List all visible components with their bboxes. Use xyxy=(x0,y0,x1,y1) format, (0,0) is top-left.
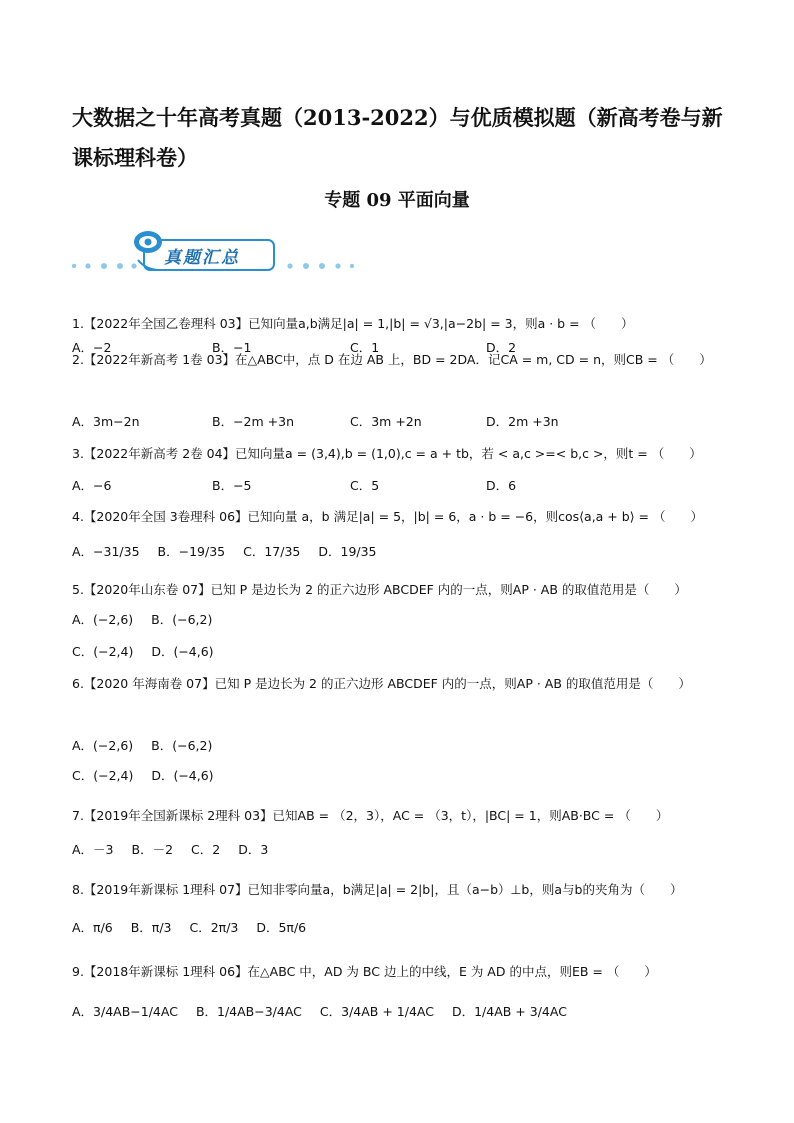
question-3-stem: 3.【2022年新高考 2卷 04】已知向量a = (3,4),b = (1,0),c = a + tb，若 < a,c >=< b,c >，则t = （ ） xyxy=(72,446,702,461)
option-c: C．(−2,4) xyxy=(72,768,134,783)
question-3-options xyxy=(72,476,742,496)
option-d: D．(−4,6) xyxy=(151,644,214,659)
option-a: A．−6 xyxy=(72,478,112,493)
option-c: C．3/4AB + 1/4AC xyxy=(319,1004,434,1019)
option-c: C．(−2,4) xyxy=(72,644,134,659)
option-b: B．−5 xyxy=(212,478,252,493)
option-d: D．6 xyxy=(486,478,517,493)
option-d: D．(−4,6) xyxy=(151,768,214,783)
option-d: D．19/35 xyxy=(318,544,377,559)
document-title: 大数据之十年高考真题（2013-2022）与优质模拟题（新高考卷与新课标理科卷） xyxy=(72,105,723,170)
option-b: B．1/4AB−3/4AC xyxy=(195,1004,302,1019)
option-a: A．−2 xyxy=(72,340,112,355)
option-a: A．(−2,6) xyxy=(72,738,134,753)
question-5-options-row2 xyxy=(72,642,742,662)
option-b: B．π/3 xyxy=(130,920,172,935)
question-6-options-row1 xyxy=(72,736,742,756)
question-9-stem: 9.【2018年新课标 1理科 06】在△ABC 中，AD 为 BC 边上的中线，E 为 AD 的中点，则EB = （ ） xyxy=(72,964,657,979)
option-c: C．17/35 xyxy=(243,544,301,559)
option-d: D．3 xyxy=(238,842,269,857)
question-4-stem: 4.【2020年全国 3卷理科 06】已知向量 a，b 满足|a| = 5，|b| = 6，a · b = −6，则cos⟨a,a + b⟩ = （ ） xyxy=(72,509,703,524)
topic-subtitle: 专题 09 平面向量 xyxy=(324,190,470,211)
option-b: B．(−6,2) xyxy=(151,738,213,753)
option-c: C．5 xyxy=(350,478,380,493)
option-a: A．－3 xyxy=(72,842,114,857)
section-banner xyxy=(68,226,358,272)
option-b: B．−2m +3n xyxy=(212,414,295,429)
option-d: D．5π/6 xyxy=(256,920,307,935)
banner-label: 真题汇总 xyxy=(164,248,240,268)
option-a: A．(−2,6) xyxy=(72,612,134,627)
question-8-options xyxy=(72,918,742,938)
option-c: C．2π/3 xyxy=(189,920,239,935)
option-a: A．3m−2n xyxy=(72,414,140,429)
option-c: C．3m +2n xyxy=(350,414,422,429)
option-b: B．−19/35 xyxy=(157,544,226,559)
option-b: B．－2 xyxy=(131,842,174,857)
option-a: A．−31/35 xyxy=(72,544,140,559)
question-6-options-row2 xyxy=(72,766,742,786)
option-c: C．1 xyxy=(350,340,380,355)
option-d: D．2 xyxy=(486,340,517,355)
option-b: B．−1 xyxy=(212,340,252,355)
question-1-stem: 1.【2022年全国乙卷理科 03】已知向量a,b满足|a| = 1,|b| = √3,|a−2b| = 3，则a · b = （ ） xyxy=(72,316,634,331)
option-a: A．3/4AB−1/4AC xyxy=(72,1004,178,1019)
option-d: D．2m +3n xyxy=(486,414,559,429)
question-2-stem: 2.【2022年新高考 1卷 03】在△ABC中，点 D 在边 AB 上，BD = 2DA．记CA = m, CD = n，则CB = （ ） xyxy=(72,352,712,367)
question-5-stem: 5.【2020年山东卷 07】已知 P 是边长为 2 的正六边形 ABCDEF 内的一点，则AP · AB 的取值范用是（ ） xyxy=(72,582,687,597)
question-9-options xyxy=(72,1002,742,1022)
question-2-options xyxy=(72,412,742,432)
option-a: A．π/6 xyxy=(72,920,113,935)
option-d: D．1/4AB + 3/4AC xyxy=(451,1004,567,1019)
option-c: C．2 xyxy=(191,842,221,857)
question-8-stem: 8.【2019年新课标 1理科 07】已知非零向量a，b满足|a| = 2|b|，且（a−b）⊥b，则a与b的夹角为（ ） xyxy=(72,882,683,897)
option-b: B．(−6,2) xyxy=(151,612,213,627)
question-7-options xyxy=(72,840,742,860)
question-6-stem: 6.【2020 年海南卷 07】已知 P 是边长为 2 的正六边形 ABCDEF 内的一点，则AP · AB 的取值范用是（ ） xyxy=(72,676,691,691)
question-5-options-row1 xyxy=(72,610,742,630)
question-4-options xyxy=(72,542,742,562)
question-7-stem: 7.【2019年全国新课标 2理科 03】已知AB = （2，3），AC = （3，t），|BC| = 1，则AB·BC = （ ） xyxy=(72,808,669,823)
